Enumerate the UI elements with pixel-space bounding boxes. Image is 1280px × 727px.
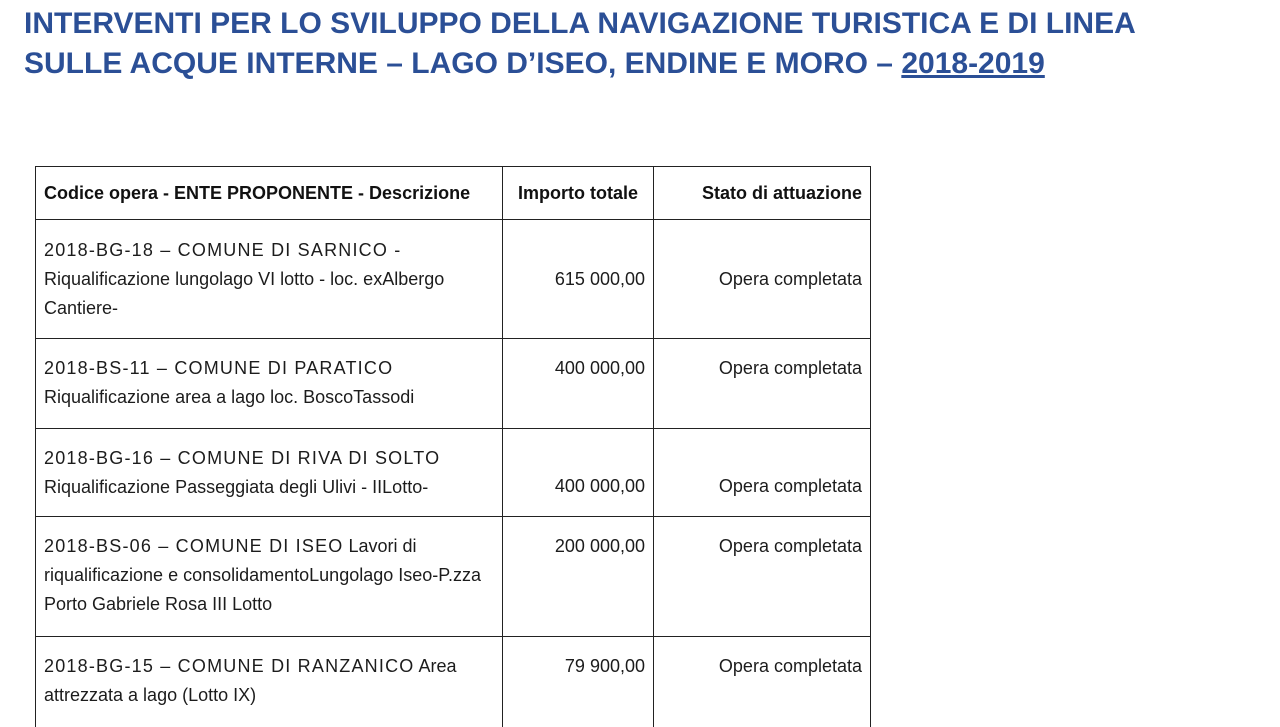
row-amount: 79 900,00 [503, 637, 654, 727]
row-description: Lavori di riqualificazione e consolidamentoLungolago Iseo-P.zza Porto Gabriele Rosa III Lotto [44, 536, 481, 614]
title-years-link[interactable]: 2018-2019 [901, 47, 1045, 80]
table-row [36, 429, 871, 517]
row-description-cell [36, 429, 503, 517]
row-code-ente: 2018-BG-18 – COMUNE DI SARNICO - [44, 239, 402, 260]
row-code-ente: 2018-BG-16 – COMUNE DI RIVA DI SOLTO [44, 447, 441, 468]
title-line-2-text: SULLE ACQUE INTERNE – LAGO D’ISEO, ENDINE E MORO – [24, 47, 902, 80]
header-importo: Importo totale [503, 167, 654, 220]
table-row [36, 637, 871, 727]
title-line-2 [24, 44, 1264, 84]
header-descrizione: Codice opera - ENTE PROPONENTE - Descrizione [36, 167, 503, 220]
row-status: Opera completata [654, 429, 871, 517]
row-code-ente: 2018-BG-15 – COMUNE DI RANZANICO [44, 656, 415, 676]
table-row [36, 220, 871, 339]
row-description-cell [36, 517, 503, 637]
row-description: Area attrezzata a lago (Lotto IX) [44, 656, 457, 705]
row-amount: 200 000,00 [503, 517, 654, 637]
row-status: Opera completata [654, 517, 871, 637]
table-row [36, 517, 871, 637]
row-description: Riqualificazione lungolago VI lotto - loc. exAlbergo Cantiere- [44, 268, 445, 318]
row-description-cell [36, 220, 503, 339]
row-description-cell [36, 339, 503, 429]
table-row [36, 339, 871, 429]
row-description: Riqualificazione area a lago loc. BoscoTassodi [44, 387, 415, 407]
row-amount: 615 000,00 [503, 220, 654, 339]
row-amount: 400 000,00 [503, 339, 654, 429]
row-status: Opera completata [654, 637, 871, 727]
title-line-1: INTERVENTI PER LO SVILUPPO DELLA NAVIGAZIONE TURISTICA E DI LINEA [24, 7, 1136, 40]
row-status: Opera completata [654, 220, 871, 339]
works-table [35, 166, 871, 727]
row-description-cell [36, 637, 503, 727]
row-code-ente: 2018-BS-11 – COMUNE DI PARATICO [44, 358, 394, 378]
header-stato: Stato di attuazione [654, 167, 871, 220]
row-amount: 400 000,00 [503, 429, 654, 517]
row-description: Riqualificazione Passeggiata degli Ulivi - IILotto- [44, 476, 429, 497]
row-status: Opera completata [654, 339, 871, 429]
row-code-ente: 2018-BS-06 – COMUNE DI ISEO [44, 536, 344, 556]
page-title [24, 4, 1264, 84]
table-header-row [36, 167, 871, 220]
